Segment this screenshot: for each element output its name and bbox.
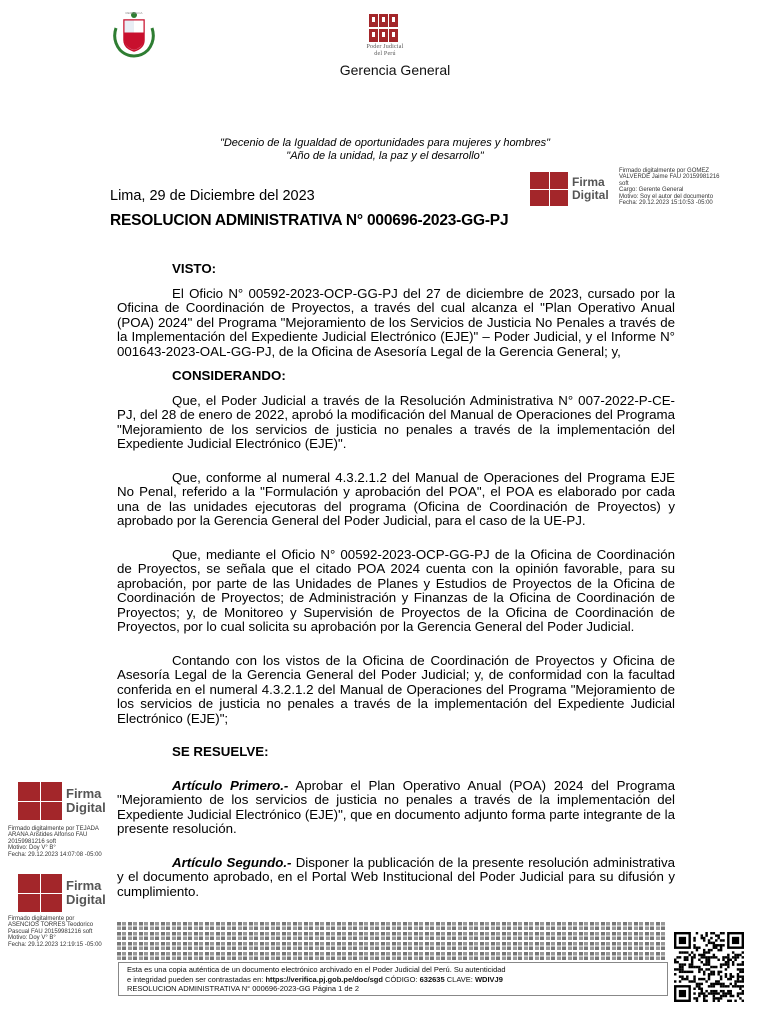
svg-text:REPUBLICA: REPUBLICA bbox=[125, 11, 143, 15]
signature-detail-line: Fecha: 29.12.2023 14:07:08 -05:00 bbox=[8, 851, 102, 858]
signature-detail-line: Motivo: Doy V° B° bbox=[8, 935, 56, 942]
resolution-body bbox=[117, 262, 675, 899]
stamp-label bbox=[66, 879, 106, 906]
code-label: CÓDIGO: bbox=[382, 974, 420, 984]
digital-signature-stamp bbox=[530, 172, 609, 206]
stamp-label-line2: Digital bbox=[66, 800, 106, 815]
considerando-paragraph: Que, mediante el Oficio N° 00592-2023-OCP-GG-PJ de la Oficina de Coordinación de Proyectos, se señala que el citado POA 2024 cuenta con la opinión favorable, para su aprobación, por parte de las Unidades de Planes y Estudios de Proyectos de la Oficina de Coordinación de Proyectos; de Administración y Finanzas de la Oficina de Coordinación de Proyectos; y, de Monitoreo y Supervisión de Proyectos de la Oficina de Coordinación de Proyectos, por lo cual solicita su aprobación por la Gerencia General del Poder Judicial. bbox=[117, 546, 675, 634]
footer-line2 bbox=[127, 975, 659, 985]
footer-line1: Esta es una copia auténtica de un documento electrónico archivado en el Poder Judicial del Perú. Su autenticidad bbox=[127, 965, 506, 974]
article-one bbox=[117, 779, 675, 837]
stamp-label-line1: Firma bbox=[66, 786, 102, 802]
poder-judicial-logo-icon bbox=[363, 14, 407, 44]
signature-details bbox=[619, 168, 759, 206]
article-two-text: Disponer la publicación de la presente resolución administrativa y el documento aprobado, en el Portal Web Institucional del Poder Judicial para su difusión y cumplimiento. bbox=[117, 854, 675, 899]
article-one-text: Aprobar el Plan Operativo Anual (POA) 2024 del Programa "Mejoramiento de los servicios de justicia no penales a través de la implementación del Expediente Judicial Electrónico (EJE)", que en documento adjunto forma parte integrante de la presente resolución. bbox=[117, 777, 675, 836]
considerando-heading: CONSIDERANDO: bbox=[172, 368, 286, 383]
signature-detail-line: Motivo: Soy el autor del documento bbox=[619, 193, 714, 200]
decade-motto: "Decenio de la Igualdad de oportunidades para mujeres y hombres" bbox=[219, 137, 551, 149]
office-name: Gerencia General bbox=[339, 62, 451, 78]
visto-heading: VISTO: bbox=[172, 261, 217, 276]
place-date: Lima, 29 de Diciembre del 2023 bbox=[110, 188, 315, 204]
article-one-label: Artículo Primero.- bbox=[172, 777, 289, 793]
resuelve-heading: SE RESUELVE: bbox=[172, 744, 269, 759]
signature-detail-line: ARANA Aristides Alfonso FAU bbox=[8, 832, 88, 839]
stamp-label bbox=[66, 787, 106, 814]
signature-detail-line: Motivo: Doy V° B° bbox=[8, 845, 56, 852]
firma-digital-logo-icon bbox=[530, 172, 568, 206]
footer-line3: RESOLUCION ADMINISTRATIVA N° 000696-2023-GG Página 1 de 2 bbox=[127, 984, 359, 993]
peru-coat-of-arms-icon bbox=[112, 10, 156, 58]
firma-digital-logo-icon bbox=[18, 782, 62, 820]
firma-digital-logo-icon bbox=[18, 874, 62, 912]
stamp-label bbox=[572, 176, 609, 201]
signature-detail-line: Firmado digitalmente por bbox=[8, 916, 75, 922]
year-motto: "Año de la unidad, la paz y el desarrollo" bbox=[286, 150, 484, 162]
signature-detail-line: Pascual FAU 20159981216 soft bbox=[8, 928, 93, 935]
article-two-label: Artículo Segundo.- bbox=[172, 854, 292, 870]
signature-detail-line: soft bbox=[619, 180, 629, 187]
signature-detail-line: ASENCIOS TORRES Teodorico bbox=[8, 922, 94, 929]
considerando-paragraph: Que, el Poder Judicial a través de la Resolución Administrativa N° 007-2022-P-CE-PJ, del 28 de enero de 2022, aprobó la modificación del Manual de Operaciones del Programa "Mejoramiento de los servicios de justicia no penales a través de la implementación del Expediente Judicial Electrónico (EJE)". bbox=[117, 392, 675, 451]
signature-detail-line: Cargo: Gerente General bbox=[619, 187, 684, 194]
digital-signature-stamp bbox=[18, 782, 106, 820]
resolution-title: RESOLUCION ADMINISTRATIVA N° 000696-2023-GG-PJ bbox=[110, 212, 509, 229]
signature-details bbox=[8, 916, 118, 948]
signature-detail-line: VALVERDE Jaime FAU 20159981216 bbox=[619, 174, 720, 181]
qr-code-icon bbox=[674, 932, 744, 1002]
institution-name-line1: Poder Judicial bbox=[366, 44, 404, 50]
code-value: 632635 bbox=[419, 974, 445, 984]
security-pattern-strip bbox=[116, 921, 666, 961]
authenticity-footer bbox=[118, 962, 668, 996]
signature-detail-line: Fecha: 29.12.2023 15:10:53 -05:00 bbox=[619, 200, 713, 207]
institution-name-line2: del Perú bbox=[374, 51, 396, 57]
considerando-paragraph: Que, conforme al numeral 4.3.2.1.2 del Manual de Operaciones del Programa EJE No Penal, referido a la "Formulación y aprobación del POA", el POA es elaborado por cada una de las unidades ejecutoras del programa (Oficina de Coordinación de Proyectos) y aprobado por la Gerencia General del Poder Judicial, para el caso de la UE-PJ. bbox=[117, 469, 675, 528]
signature-detail-line: 20159981216 soft bbox=[8, 838, 57, 845]
stamp-label-line2: Digital bbox=[66, 892, 106, 907]
footer-verify-prefix: e integridad pueden ser contrastadas en: bbox=[127, 974, 266, 984]
digital-signature-stamp bbox=[18, 874, 106, 912]
stamp-label-line2: Digital bbox=[572, 188, 609, 202]
visto-paragraph: El Oficio N° 00592-2023-OCP-GG-PJ del 27 de diciembre de 2023, cursado por la Oficina de Coordinación de Proyectos, a través del cual alcanza el "Plan Operativo Anual (POA) 2024" del Programa "Mejoramiento de los Servicios de Justicia No Penales a través de la Implementación del Expediente Judicial Electrónico (EJE)" – Poder Judicial, y el Informe N° 001643-2023-OAL-GG-PJ, de la Oficina de Asesoría Legal de la Gerencia General; y, bbox=[117, 285, 675, 359]
article-two bbox=[117, 856, 675, 900]
key-label: CLAVE: bbox=[444, 974, 475, 984]
year-mottos bbox=[160, 137, 610, 163]
stamp-label-line1: Firma bbox=[66, 878, 102, 894]
stamp-label-line1: Firma bbox=[572, 175, 605, 190]
signature-detail-line: Firmado digitalmente por GOMEZ bbox=[619, 168, 710, 174]
verify-link[interactable]: https://verifica.pj.gob.pe/doc/sgd bbox=[265, 974, 383, 984]
signature-detail-line: Firmado digitalmente por TEJADA bbox=[8, 826, 99, 832]
signature-detail-line: Fecha: 29.12.2023 12:19:15 -05:00 bbox=[8, 941, 102, 948]
key-value: WDIVJ9 bbox=[474, 974, 503, 984]
signature-details bbox=[8, 826, 118, 858]
institution-name bbox=[340, 44, 430, 58]
considerando-paragraph: Contando con los vistos de la Oficina de Coordinación de Proyectos y Oficina de Asesoría Legal de la Gerencia General del Poder Judicial; y, de conformidad con la facultad conferida en el numeral 4.3.2.1.2 del Manual de Operaciones del Programa "Mejoramiento de los servicios de justicia no penales a través de la implementación del Expediente Judicial Electrónico (EJE)"; bbox=[117, 652, 675, 726]
